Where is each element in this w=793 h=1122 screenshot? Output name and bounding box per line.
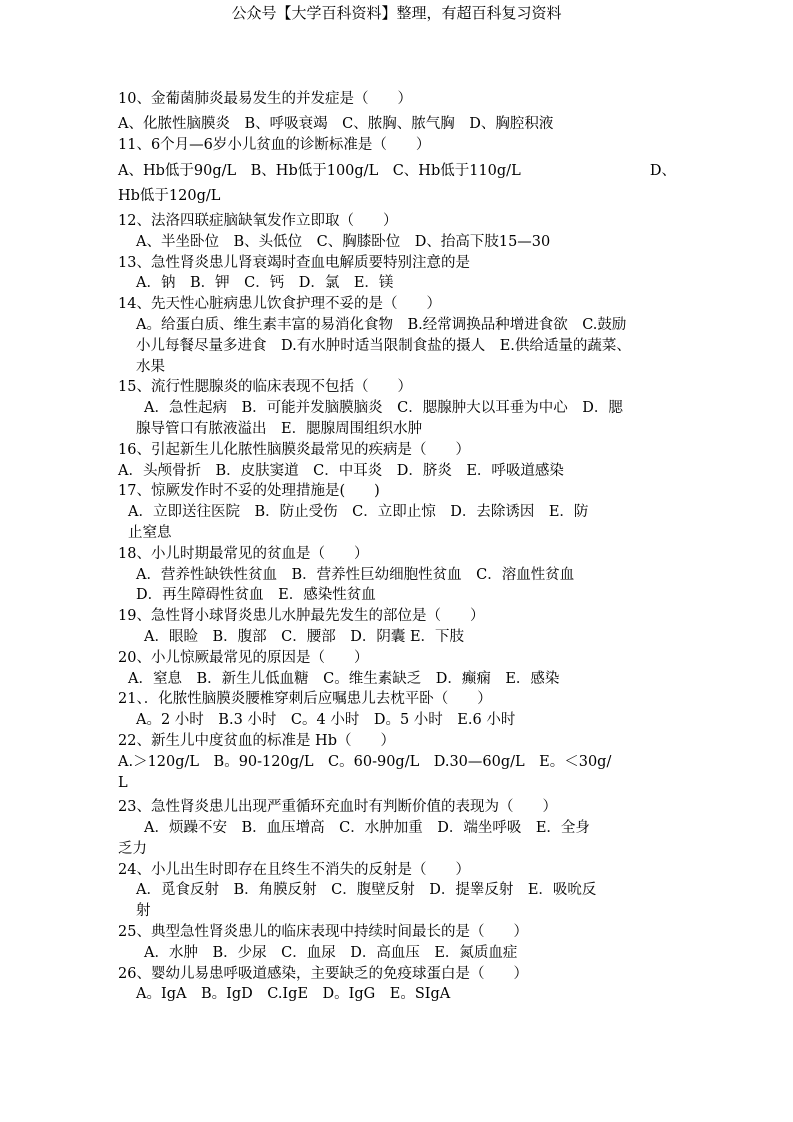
question-15: 15、流行性腮腺炎的临床表现不包括（ ） (118, 379, 412, 396)
question-18-options-line2: D．再生障碍性贫血 E．感染性贫血 (136, 587, 376, 604)
question-11-option-d-prefix: D、 (649, 163, 676, 180)
question-list (118, 89, 676, 1005)
question-15-options-line2: 腺导管口有脓液溢出 E．腮腺周围组织水肿 (136, 420, 423, 437)
question-25-options: A．水肿 B．少尿 C．血尿 D．高血压 E．氮质血症 (144, 944, 518, 961)
question-21-options: A。2 小时 B.3 小时 C。4 小时 D。5 小时 E.6 小时 (136, 712, 516, 729)
question-22-options-line2: L (118, 774, 128, 791)
question-26-options: A。IgA B。IgD C.IgE D。IgG E。SIgA (136, 986, 451, 1003)
question-17: 17、惊厥发作时不妥的处理措施是( ) (118, 483, 380, 500)
question-10-options: A、化脓性脑膜炎 B、呼吸衰竭 C、脓胸、脓气胸 D、胸腔积液 (118, 115, 554, 132)
question-15-options-line1: A．急性起病 B．可能并发脑膜脑炎 C．腮腺肿大以耳垂为中心 D．腮 (144, 400, 623, 417)
question-23-options-line1: A．烦躁不安 B．血压增高 C．水肿加重 D．端坐呼吸 E．全身 (144, 820, 590, 837)
question-19: 19、急性肾小球肾炎患儿水肿最先发生的部位是（ ） (118, 608, 485, 625)
question-23: 23、急性肾炎患儿出现严重循环充血时有判断价值的表现为（ ） (118, 799, 557, 816)
question-17-options-line1: A．立即送往医院 B．防止受伤 C．立即止惊 D．去除诱因 E．防 (128, 504, 589, 521)
question-16: 16、引起新生儿化脓性脑膜炎最常见的疾病是（ ） (118, 441, 470, 458)
question-11-options-abc: A、Hb低于90g/L B、Hb低于100g/L C、Hb低于110g/L (118, 163, 521, 180)
question-26: 26、婴幼儿易患呼吸道感染，主要缺乏的免疫球蛋白是（ ） (118, 965, 528, 982)
question-11-options-row (118, 161, 676, 182)
question-19-options: A．眼睑 B．腹部 C．腰部 D．阴囊 E．下肢 (144, 628, 465, 645)
question-17-options-line2: 止窒息 (128, 524, 172, 541)
question-14-options-line1: A。给蛋白质、维生素丰富的易消化食物 B.经常调换品种增进食欲 C.鼓励 (136, 316, 627, 333)
question-24-options-line2: 射 (136, 903, 151, 920)
question-22: 22、新生儿中度贫血的标准是 Hb（ ） (118, 732, 395, 749)
question-10: 10、金葡菌肺炎最易发生的并发症是（ ） (118, 91, 412, 107)
question-14-options-line3: 水果 (136, 358, 165, 375)
question-12-options: A、半坐卧位 B、头低位 C、胸膝卧位 D、抬高下肢15—30 (136, 233, 551, 250)
question-20-options: A．窒息 B．新生儿低血糖 C。维生素缺乏 D．癫痫 E．感染 (128, 670, 560, 687)
question-23-options-line2: 乏力 (118, 840, 147, 857)
page-header: 公众号【大学百科资料】整理，有超百科复习资料 (231, 4, 562, 22)
question-22-options-line1: A.＞120g/L B。90-120g/L C。60-90g/L D.30—60g/L E。＜30g/ (118, 753, 612, 770)
question-21: 21、．化脓性脑膜炎腰椎穿刺后应嘱患儿去枕平卧（ ） (118, 691, 492, 708)
question-18: 18、小儿时期最常见的贫血是（ ） (118, 545, 369, 562)
question-24: 24、小儿出生时即存在且终生不消失的反射是（ ） (118, 861, 470, 878)
question-12: 12、法洛四联症脑缺氧发作立即取（ ） (118, 212, 398, 229)
question-24-options-line1: A．觅食反射 B．角膜反射 C．腹壁反射 D．提睾反射 E．吸吮反 (136, 882, 597, 899)
question-11-option-d: Hb低于120g/L (118, 188, 221, 205)
question-11: 11、6个月—6岁小儿贫血的诊断标准是（ ） (118, 136, 431, 153)
question-13: 13、急性肾炎患儿肾衰竭时查血电解质要特别注意的是 (118, 254, 470, 271)
question-25: 25、典型急性肾炎患儿的临床表现中持续时间最长的是（ ） (118, 924, 528, 941)
question-20: 20、小儿惊厥最常见的原因是（ ） (118, 649, 369, 666)
question-16-options: A．头颅骨折 B．皮肤窦道 C．中耳炎 D．脐炎 E．呼吸道感染 (118, 462, 564, 479)
question-14-options-line2: 小儿每餐尽量多进食 D.有水肿时适当限制食盐的摄人 E.供给适量的蔬菜、 (136, 337, 631, 354)
question-13-options: A．钠 B．钾 C．钙 D．氯 E．镁 (136, 275, 394, 292)
question-18-options-line1: A．营养性缺铁性贫血 B．营养性巨幼细胞性贫血 C．溶血性贫血 (136, 566, 575, 583)
question-14: 14、先天性心脏病患儿饮食护理不妥的是（ ） (118, 296, 441, 313)
